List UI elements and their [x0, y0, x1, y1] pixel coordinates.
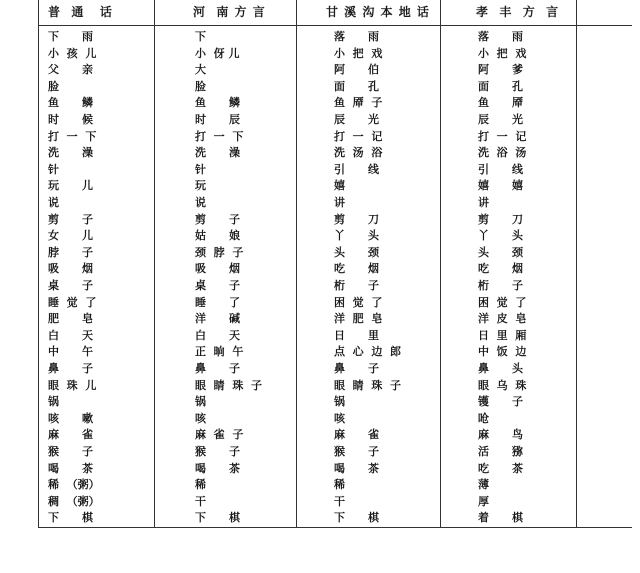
xiaofeng-cell: 洗 浴 汤	[478, 146, 527, 160]
ganxigou-cell: 麻 雀	[334, 428, 379, 442]
table-row	[38, 460, 632, 477]
xiaofeng-cell: 吃 烟	[478, 262, 523, 276]
table-row	[38, 111, 632, 128]
henan-cell: 麻 雀 子	[195, 428, 244, 442]
henan-cell: 下 棋	[195, 511, 240, 525]
mandarin-cell: 稀 （粥）	[48, 478, 100, 492]
ganxigou-cell: 日 里	[334, 328, 379, 342]
xiaofeng-cell: 眼 乌 珠	[478, 378, 527, 392]
table-row	[38, 509, 632, 526]
henan-cell: 洋 碱	[195, 312, 240, 326]
ganxigou-cell: 引 线	[334, 162, 379, 176]
henan-cell: 小 伢 儿	[195, 46, 240, 60]
table-row	[38, 327, 632, 344]
ganxigou-cell: 剪 刀	[334, 212, 379, 226]
xiaofeng-cell: 辰 光	[478, 113, 523, 126]
mandarin-cell: 女 儿	[48, 229, 93, 243]
henan-cell: 剪 子	[195, 212, 240, 226]
mandarin-cell: 猴 子	[48, 445, 93, 458]
xiaofeng-cell: 面 孔	[478, 79, 523, 93]
ganxigou-cell: 咳	[334, 411, 345, 425]
xiaofeng-cell: 丫 头	[478, 229, 523, 243]
mandarin-cell: 麻 雀	[48, 428, 93, 442]
table-row	[38, 128, 632, 145]
xiaofeng-cell: 讲	[478, 196, 489, 209]
header-mandarin: 普 通 话	[48, 5, 113, 19]
ganxigou-cell: 嬉	[334, 179, 345, 193]
xiaofeng-cell: 厚	[478, 494, 489, 508]
ganxigou-cell: 困 觉 了	[334, 295, 383, 309]
henan-cell: 喝 茶	[195, 461, 240, 475]
mandarin-cell: 下 棋	[48, 511, 93, 525]
henan-cell: 白 天	[195, 328, 240, 342]
henan-cell: 脸	[195, 79, 206, 93]
mandarin-cell: 睡 觉 了	[48, 295, 97, 309]
henan-cell: 睡 了	[195, 295, 240, 309]
ganxigou-cell: 锅	[334, 395, 345, 409]
xiaofeng-cell: 头 颈	[478, 245, 523, 259]
henan-cell: 时 辰	[195, 113, 240, 126]
table-row	[38, 194, 632, 211]
ganxigou-cell: 吃 烟	[334, 262, 379, 276]
xiaofeng-cell: 剪 刀	[478, 212, 523, 226]
table-row	[38, 144, 632, 161]
henan-cell: 姑 娘	[195, 229, 240, 243]
bottom-rule	[38, 527, 632, 528]
mandarin-cell: 锅	[48, 395, 59, 409]
mandarin-cell: 父 亲	[48, 63, 93, 77]
mandarin-cell: 小 孩 儿	[48, 46, 97, 60]
henan-cell: 玩	[195, 179, 206, 193]
mandarin-cell: 针	[48, 162, 59, 176]
table-row	[38, 310, 632, 327]
henan-cell: 稀	[195, 478, 206, 492]
ganxigou-cell: 头 颈	[334, 245, 379, 259]
xiaofeng-cell: 阿 爹	[478, 63, 523, 77]
table-row	[38, 260, 632, 277]
ganxigou-cell: 猴 子	[334, 445, 379, 458]
header-rule	[38, 25, 632, 26]
ganxigou-cell: 稀	[334, 478, 345, 492]
henan-cell: 颈 脖 子	[195, 245, 244, 259]
xiaofeng-cell: 鼻 头	[478, 362, 523, 375]
henan-cell: 锅	[195, 395, 206, 409]
xiaofeng-cell: 日 里 厢	[478, 328, 527, 342]
ganxigou-cell: 小 把 戏	[334, 46, 383, 60]
table-row	[38, 211, 632, 228]
mandarin-cell: 说	[48, 196, 59, 209]
table-row	[38, 61, 632, 78]
ganxigou-cell: 鼻 子	[334, 362, 379, 375]
table-row	[38, 443, 632, 460]
xiaofeng-cell: 麻 鸟	[478, 428, 523, 442]
henan-cell: 针	[195, 162, 206, 176]
mandarin-cell: 脸	[48, 79, 59, 93]
xiaofeng-cell: 嬉 嬉	[478, 179, 523, 193]
table-row	[38, 343, 632, 360]
ganxigou-cell: 讲	[334, 196, 345, 209]
header-henan-dialect: 河 南 方 言	[193, 5, 266, 19]
henan-cell: 说	[195, 196, 206, 209]
ganxigou-cell: 干	[334, 494, 345, 508]
mandarin-cell: 咳 嗽	[48, 411, 93, 425]
ganxigou-cell: 洗 汤 浴	[334, 146, 383, 160]
xiaofeng-cell: 镬 子	[478, 395, 523, 409]
table-row	[38, 94, 632, 111]
table-row	[38, 426, 632, 443]
ganxigou-cell: 洋 肥 皂	[334, 312, 383, 326]
table-row	[38, 476, 632, 493]
table-row	[38, 177, 632, 194]
henan-cell: 眼 睛 珠 子	[195, 378, 262, 392]
mandarin-cell: 喝 茶	[48, 461, 93, 475]
table-row	[38, 360, 632, 377]
ganxigou-cell: 下 棋	[334, 511, 379, 525]
xiaofeng-cell: 落 雨	[478, 30, 523, 43]
ganxigou-cell: 面 孔	[334, 79, 379, 93]
table-row	[38, 294, 632, 311]
mandarin-cell: 鱼 鳞	[48, 96, 93, 110]
mandarin-cell: 肥 皂	[48, 312, 93, 326]
ganxigou-cell: 落 雨	[334, 30, 379, 43]
header-ganxigou-local: 甘 溪 沟 本 地 话	[326, 5, 430, 19]
henan-cell: 打 一 下	[195, 129, 244, 143]
mandarin-cell: 中 午	[48, 345, 93, 359]
mandarin-cell: 洗 澡	[48, 146, 93, 160]
table-row	[38, 277, 632, 294]
mandarin-cell: 桌 子	[48, 279, 93, 292]
table-row	[38, 493, 632, 510]
table-row	[38, 227, 632, 244]
xiaofeng-cell: 打 一 记	[478, 129, 527, 143]
ganxigou-cell: 点 心 边 郎	[334, 345, 401, 359]
mandarin-cell: 下 雨	[48, 30, 93, 43]
ganxigou-cell: 打 一 记	[334, 129, 383, 143]
mandarin-cell: 吸 烟	[48, 262, 93, 276]
mandarin-cell: 玩 儿	[48, 179, 93, 193]
henan-cell: 正 晌 午	[195, 345, 244, 359]
table-row	[38, 78, 632, 95]
xiaofeng-cell: 困 觉 了	[478, 295, 527, 309]
xiaofeng-cell: 活 猕	[478, 445, 523, 458]
mandarin-cell: 眼 珠 儿	[48, 378, 97, 392]
ganxigou-cell: 丫 头	[334, 229, 379, 243]
table-row	[38, 161, 632, 178]
xiaofeng-cell: 鱼 厣	[478, 96, 523, 110]
ganxigou-cell: 鱼 厣 子	[334, 96, 383, 110]
xiaofeng-cell: 洋 皮 皂	[478, 312, 527, 326]
xiaofeng-cell: 小 把 戏	[478, 46, 527, 60]
xiaofeng-cell: 中 饭 边	[478, 345, 527, 359]
mandarin-cell: 剪 子	[48, 212, 93, 226]
henan-cell: 干	[195, 494, 206, 508]
henan-cell: 猴 子	[195, 445, 240, 458]
ganxigou-cell: 喝 茶	[334, 461, 379, 475]
table-row	[38, 377, 632, 394]
table-row	[38, 45, 632, 62]
henan-cell: 咳	[195, 411, 206, 425]
table-row	[38, 244, 632, 261]
xiaofeng-cell: 桁 子	[478, 279, 523, 292]
mandarin-cell: 鼻 子	[48, 362, 93, 375]
henan-cell: 桌 子	[195, 279, 240, 292]
table-row	[38, 410, 632, 427]
ganxigou-cell: 桁 子	[334, 279, 379, 292]
ganxigou-cell: 辰 光	[334, 113, 379, 126]
mandarin-cell: 时 候	[48, 113, 93, 126]
header-xiaofeng-dialect: 孝 丰 方 言	[476, 5, 560, 19]
ganxigou-cell: 阿 伯	[334, 63, 379, 77]
table-row	[38, 28, 632, 45]
ganxigou-cell: 眼 睛 珠 子	[334, 378, 401, 392]
henan-cell: 洗 澡	[195, 146, 240, 160]
mandarin-cell: 打 一 下	[48, 129, 97, 143]
henan-cell: 下	[195, 30, 206, 43]
mandarin-cell: 稠 （粥）	[48, 494, 100, 508]
henan-cell: 鱼 鳞	[195, 96, 240, 110]
henan-cell: 吸 烟	[195, 262, 240, 276]
xiaofeng-cell: 呛	[478, 411, 489, 425]
xiaofeng-cell: 着 棋	[478, 511, 523, 525]
xiaofeng-cell: 吃 茶	[478, 461, 523, 475]
table-row	[38, 393, 632, 410]
henan-cell: 大	[195, 63, 206, 77]
xiaofeng-cell: 薄	[478, 478, 489, 492]
henan-cell: 鼻 子	[195, 362, 240, 375]
mandarin-cell: 白 天	[48, 328, 93, 342]
xiaofeng-cell: 引 线	[478, 162, 523, 176]
mandarin-cell: 脖 子	[48, 245, 93, 259]
